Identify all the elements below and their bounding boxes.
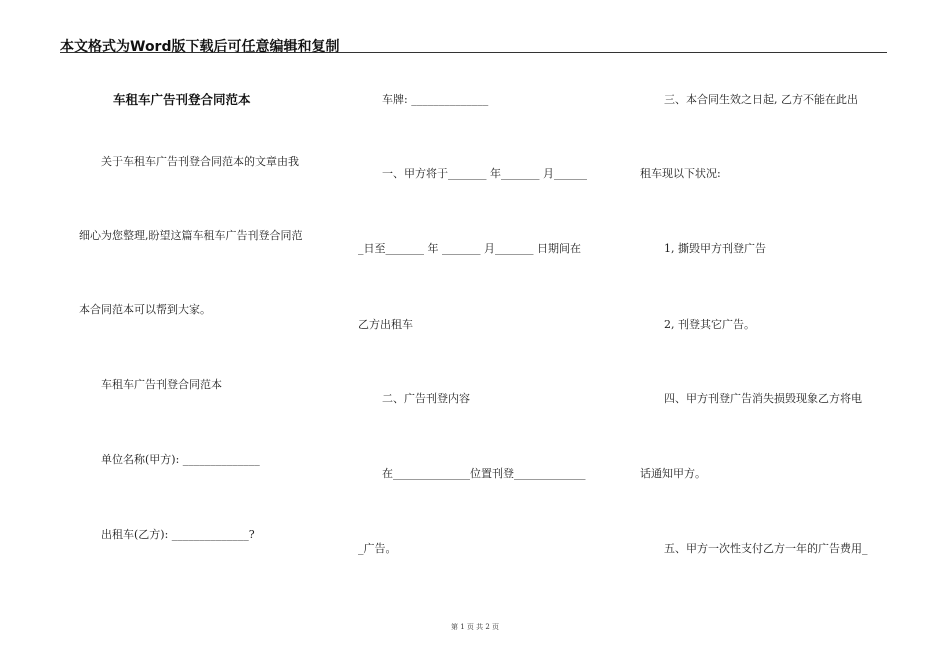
clause-3-line-1: 三、本合同生效之日起, 乙方不能在此出 — [664, 93, 858, 106]
right-column — [630, 0, 890, 640]
intro-line-3: 本合同范本可以帮到大家。 — [79, 303, 211, 316]
middle-column — [340, 0, 620, 640]
party-b-line: 出租车(乙方): ______________? — [101, 528, 255, 541]
contract-subtitle: 车租车广告刊登合同范本 — [101, 378, 222, 391]
party-a-line: 单位名称(甲方): ______________ — [101, 453, 260, 466]
clause-2-line-2: _广告。 — [358, 542, 397, 555]
document-title: 车租车广告刊登合同范本 — [113, 92, 251, 107]
left-column — [0, 0, 330, 640]
intro-line-2: 细心为您整理,盼望这篇车租车广告刊登合同范 — [79, 229, 303, 242]
clause-2-title: 二、广告刊登内容 — [382, 392, 470, 405]
clause-1-line-2: _日至_______ 年 _______ 月_______ 日期间在 — [358, 242, 581, 255]
document-header: 本文格式为Word版下载后可任意编辑和复制 — [60, 39, 340, 55]
clause-5-line-1: 五、甲方一次性支付乙方一年的广告费用_ — [664, 542, 868, 555]
intro-line-1: 关于车租车广告刊登合同范本的文章由我 — [101, 155, 299, 168]
plate-line: 车牌: ______________ — [382, 93, 489, 106]
clause-3-line-2: 租车现以下状况: — [640, 167, 721, 180]
page-number: 第 1 页 共 2 页 — [450, 623, 500, 631]
clause-4-line-1: 四、甲方刊登广告消失损毁现象乙方将电 — [664, 392, 862, 405]
clause-4-line-2: 话通知甲方。 — [640, 467, 706, 480]
clause-1-line-3: 乙方出租车 — [358, 318, 413, 331]
clause-1-line-1: 一、甲方将于_______ 年_______ 月______ — [382, 167, 587, 180]
clause-3-item-2: 2, 刊登其它广告。 — [664, 318, 755, 331]
clause-2-line-1: 在______________位置刊登_____________ — [382, 467, 586, 480]
clause-3-item-1: 1, 撕毁甲方刊登广告 — [664, 242, 766, 255]
